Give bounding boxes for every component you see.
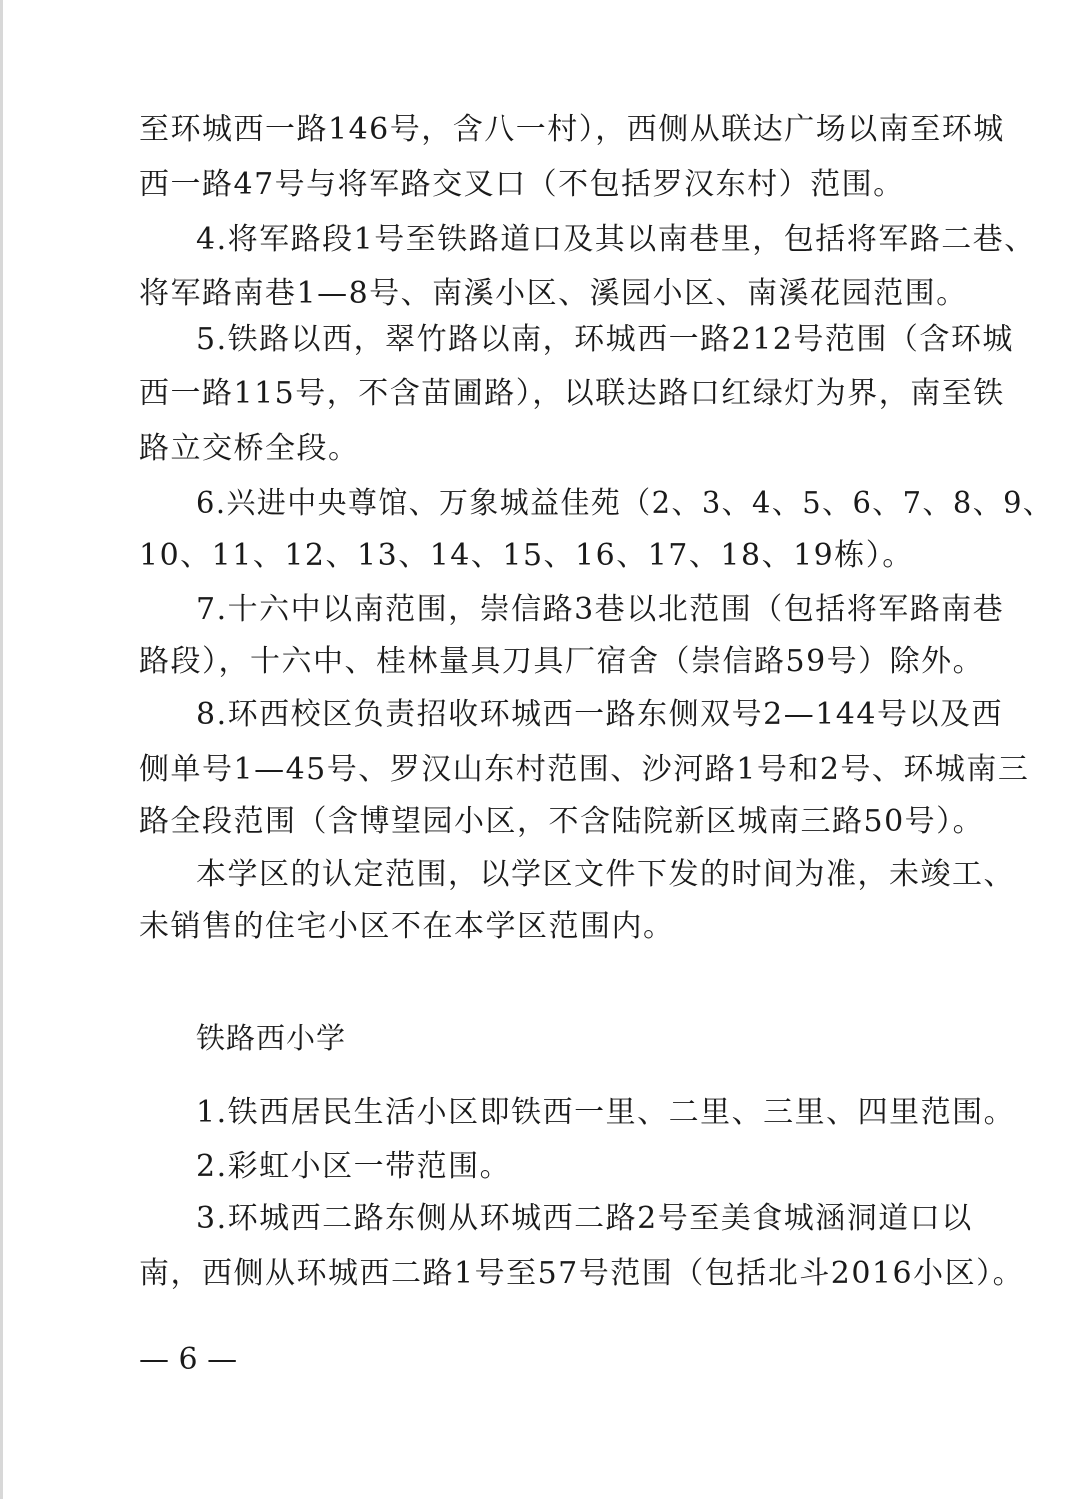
- text-line: 3.环城西二路东侧从环城西二路2号至美食城涵洞道口以: [196, 1201, 973, 1236]
- text-line: 10、11、12、13、14、15、16、17、18、19栋）。: [139, 538, 914, 573]
- text-line: 本学区的认定范围，以学区文件下发的时间为准，未竣工、: [196, 857, 1015, 892]
- text-line: 路全段范围（含博望园小区，不含陆院新区城南三路50号）。: [139, 804, 985, 839]
- text-line: 未销售的住宅小区不在本学区范围内。: [139, 909, 675, 944]
- text-line: 西一路115号，不含苗圃路），以联达路口红绿灯为界，南至铁: [139, 376, 1005, 411]
- text-line: 西一路47号与将军路交叉口（不包括罗汉东村）范围。: [139, 167, 905, 202]
- page-number: — 6 —: [139, 1342, 238, 1377]
- text-line: 南，西侧从环城西二路1号至57号范围（包括北斗2016小区）。: [139, 1256, 1025, 1291]
- text-line: 至环城西一路146号，含八一村），西侧从联达广场以南至环城: [139, 112, 1005, 147]
- text-line: 6.兴进中央尊馆、万象城益佳苑（2、3、4、5、6、7、8、9、: [196, 486, 1054, 521]
- text-line: 将军路南巷1—8号、南溪小区、溪园小区、南溪花园范围。: [139, 276, 968, 311]
- text-line: 8.环西校区负责招收环城西一路东侧双号2—144号以及西: [196, 697, 1003, 732]
- text-line: 5.铁路以西，翠竹路以南，环城西一路212号范围（含环城: [196, 322, 1014, 357]
- text-line: 侧单号1—45号、罗汉山东村范围、沙河路1号和2号、环城南三: [139, 752, 1030, 787]
- text-line: 1.铁西居民生活小区即铁西一里、二里、三里、四里范围。: [196, 1095, 1016, 1130]
- text-line: 路段），十六中、桂林量具刀具厂宿舍（崇信路59号）除外。: [139, 644, 985, 679]
- text-line: 7.十六中以南范围，崇信路3巷以北范围（包括将军路南巷: [196, 592, 1005, 627]
- text-line: 4.将军路段1号至铁路道口及其以南巷里，包括将军路二巷、: [196, 222, 1036, 257]
- text-line: 2.彩虹小区一带范围。: [196, 1149, 512, 1184]
- text-line: 路立交桥全段。: [139, 431, 360, 466]
- section-heading: 铁路西小学: [196, 1021, 347, 1055]
